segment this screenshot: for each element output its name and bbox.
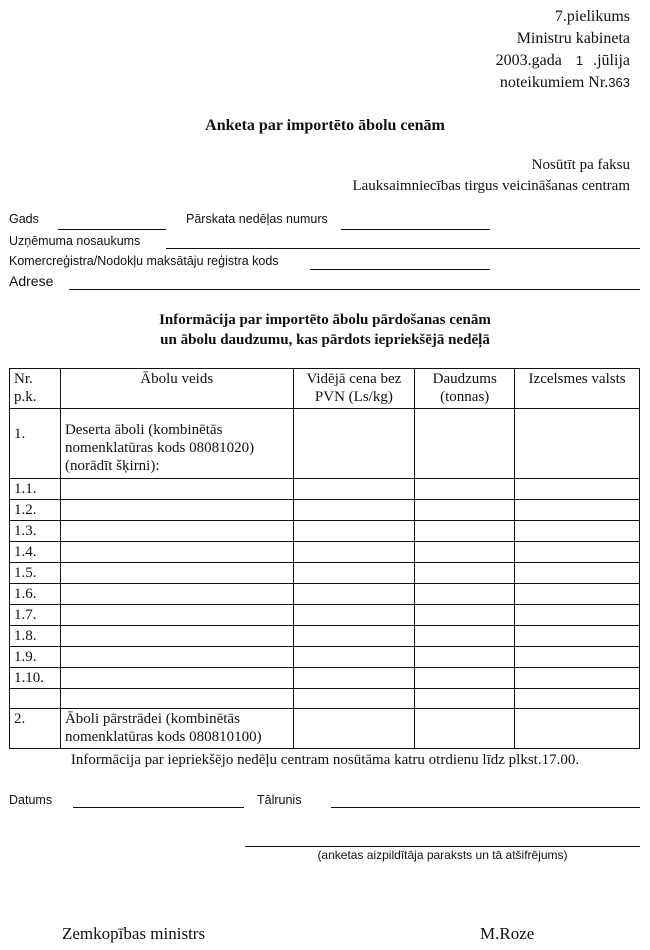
origin-cell[interactable] <box>515 409 640 479</box>
price-cell[interactable] <box>293 409 415 479</box>
fax-recipient: Lauksaimniecības tirgus veicināšanas centram <box>352 178 630 194</box>
table-row-spacer <box>10 689 640 709</box>
price-cell[interactable] <box>293 709 415 749</box>
table-row <box>10 500 640 521</box>
header-regulation: noteikumiem Nr.363 <box>499 74 630 91</box>
signature-field[interactable] <box>245 846 640 847</box>
header-variety: Ābolu veids <box>60 369 293 409</box>
row-number: 1.2. <box>10 500 61 521</box>
quantity-cell[interactable] <box>415 542 515 563</box>
origin-cell[interactable] <box>515 647 640 668</box>
fax-instruction <box>230 155 630 197</box>
header-nr: Nr. p.k. <box>10 369 61 409</box>
phone-label: Tālrunis <box>257 793 302 807</box>
origin-cell[interactable] <box>515 605 640 626</box>
subtitle-line2: un ābolu daudzumu, kas pārdots iepriekšējā nedēļā <box>160 332 490 348</box>
submission-note: Informācija par iepriekšējo nedēļu centram nosūtāma katru otrdienu līdz plkst.17.00. <box>70 752 580 768</box>
subtitle-line1: Informācija par importēto ābolu pārdošanas cenām <box>159 312 491 328</box>
header-cabinet: Ministru kabineta <box>516 30 630 47</box>
origin-cell[interactable] <box>515 563 640 584</box>
header-price: Vidējā cena bez PVN (Ls/kg) <box>293 369 415 409</box>
year-label: Gads <box>9 212 39 226</box>
row-variety: Deserta āboli (kombinētās nomenklatūras kods 08081020) (norādīt šķirni): <box>60 409 293 479</box>
table-row <box>10 542 640 563</box>
table-subtitle <box>0 310 650 350</box>
variety-cell[interactable] <box>60 521 293 542</box>
row-number: 1.6. <box>10 584 61 605</box>
origin-cell[interactable] <box>515 521 640 542</box>
variety-cell[interactable] <box>60 563 293 584</box>
quantity-cell[interactable] <box>415 605 515 626</box>
prices-table <box>9 368 640 749</box>
origin-cell[interactable] <box>515 709 640 749</box>
row-number: 1.10. <box>10 668 61 689</box>
minister-name: M.Roze <box>480 924 535 943</box>
table-row <box>10 668 640 689</box>
company-label: Uzņēmuma nosaukums <box>9 234 141 248</box>
row-number: 1.3. <box>10 521 61 542</box>
price-cell[interactable] <box>293 563 415 584</box>
variety-cell[interactable] <box>60 605 293 626</box>
address-field[interactable] <box>69 289 640 290</box>
origin-cell[interactable] <box>515 584 640 605</box>
variety-cell[interactable] <box>60 500 293 521</box>
document-header <box>330 6 630 94</box>
origin-cell[interactable] <box>515 668 640 689</box>
fax-line1: Nosūtīt pa faksu <box>531 157 630 173</box>
week-field[interactable] <box>341 229 490 230</box>
table-row <box>10 563 640 584</box>
table-row <box>10 626 640 647</box>
table-row <box>10 605 640 626</box>
price-cell[interactable] <box>293 521 415 542</box>
table-row <box>10 584 640 605</box>
signature-caption: (anketas aizpildītāja paraksts un tā atšifrējums) <box>317 848 568 862</box>
row-variety: Āboli pārstrādei (kombinētās nomenklatūras kods 080810100) <box>60 709 293 749</box>
origin-cell[interactable] <box>515 500 640 521</box>
variety-cell[interactable] <box>60 584 293 605</box>
table-row <box>10 647 640 668</box>
table-row <box>10 409 640 479</box>
form-title: Anketa par importēto ābolu cenām <box>205 117 445 134</box>
header-day: 1 <box>575 53 584 68</box>
row-number: 1.7. <box>10 605 61 626</box>
row-number: 2. <box>10 709 61 749</box>
origin-cell[interactable] <box>515 542 640 563</box>
variety-cell[interactable] <box>60 626 293 647</box>
year-field[interactable] <box>58 229 166 230</box>
price-cell[interactable] <box>293 584 415 605</box>
quantity-cell[interactable] <box>415 647 515 668</box>
price-cell[interactable] <box>293 668 415 689</box>
price-cell[interactable] <box>293 500 415 521</box>
row-number: 1.5. <box>10 563 61 584</box>
registry-label: Komercreģistra/Nodokļu maksātāju reģistra kods <box>9 254 279 268</box>
table-row <box>10 521 640 542</box>
registry-field[interactable] <box>310 269 490 270</box>
address-label: Adrese <box>9 273 54 289</box>
price-cell[interactable] <box>293 479 415 500</box>
price-cell[interactable] <box>293 542 415 563</box>
quantity-cell[interactable] <box>415 409 515 479</box>
quantity-cell[interactable] <box>415 668 515 689</box>
origin-cell[interactable] <box>515 479 640 500</box>
table-header-row <box>10 369 640 409</box>
week-label: Pārskata nedēļas numurs <box>186 212 328 226</box>
quantity-cell[interactable] <box>415 479 515 500</box>
variety-cell[interactable] <box>60 647 293 668</box>
quantity-cell[interactable] <box>415 500 515 521</box>
phone-field[interactable] <box>331 807 640 808</box>
quantity-cell[interactable] <box>415 521 515 542</box>
price-cell[interactable] <box>293 626 415 647</box>
table-row <box>10 479 640 500</box>
header-date: 2003.gada 1 .jūlija <box>495 52 630 69</box>
quantity-cell[interactable] <box>415 709 515 749</box>
header-annex: 7.pielikums <box>554 8 630 25</box>
quantity-cell[interactable] <box>415 563 515 584</box>
row-number: 1.8. <box>10 626 61 647</box>
price-cell[interactable] <box>293 605 415 626</box>
origin-cell[interactable] <box>515 626 640 647</box>
variety-cell[interactable] <box>60 668 293 689</box>
quantity-cell[interactable] <box>415 626 515 647</box>
minister-title: Zemkopības ministrs <box>62 924 206 943</box>
header-origin: Izcelsmes valsts <box>515 369 640 409</box>
variety-cell[interactable] <box>60 542 293 563</box>
header-regulation-number: 363 <box>608 75 630 90</box>
row-number: 1.9. <box>10 647 61 668</box>
variety-cell[interactable] <box>60 479 293 500</box>
row-number: 1.1. <box>10 479 61 500</box>
header-quantity: Daudzums (tonnas) <box>415 369 515 409</box>
row-number: 1.4. <box>10 542 61 563</box>
price-cell[interactable] <box>293 647 415 668</box>
quantity-cell[interactable] <box>415 584 515 605</box>
date-field[interactable] <box>73 807 244 808</box>
date-label: Datums <box>9 793 53 807</box>
row-number: 1. <box>10 409 61 479</box>
company-field[interactable] <box>166 248 640 249</box>
table-row <box>10 709 640 749</box>
